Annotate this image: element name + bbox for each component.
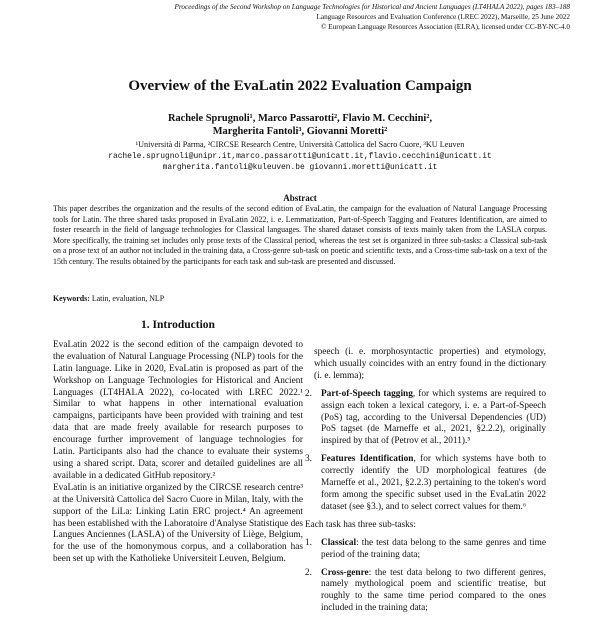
- paper-title: Overview of the EvaLatin 2022 Evaluation Campaign: [128, 78, 472, 94]
- authors-line-2: Margherita Fantoli³, Giovanni Moretti²: [212, 126, 388, 137]
- intro-paragraph-2: EvaLatin is an initiative organized by the CIRCSE research centre³ at the Università Cattolica del Sacro Cuore in Milan, Italy, with the support of the LiLa: Linking Latin ERC project.⁴ An agreement has been established with the Laboratoire d'Analyse Statistique des Langues Anciennes (LASLA) of the University of Liège, Belgium, for the use of the homonymous corpus, and a collaboration has been set up with the Katholieke Universiteit Leuven, Belgium.: [53, 482, 303, 565]
- right-column: [305, 347, 547, 621]
- header-line-2: Language Resources and Evaluation Conference (LREC 2022), Marseille, 25 June 2022: [316, 13, 570, 21]
- abstract-text: This paper describes the organization and the results of the second edition of EvaLatin, the campaign for the evaluation of Natural Language Processing tools for Latin. The three shared tasks proposed in EvaLatin 2022, i. e. Lemmatization, Part-of-Speech Tagging and Features Identification, are aimed to foster research in the field of language technologies for Classical languages. The shared dataset consists of texts mainly taken from the LASLA corpus. More specifically, the training set includes only prose texts of the Classical period, whereas the test set is organized in three sub-tasks: a Classical sub-task on a prose text of an author not included in the training data, a Cross-genre sub-task on poetic and scientific texts, and a Cross-time sub-task on a text of the 15th century. The results obtained by the participants for each task and sub-task are presented and discussed.: [53, 204, 547, 266]
- list-number: 2.: [305, 567, 312, 578]
- abstract-heading: Abstract: [283, 193, 317, 203]
- list-number: 2.: [305, 388, 312, 399]
- authors-line-1: Rachele Sprugnoli¹, Marco Passarotti², Flavio M. Cecchini²,: [167, 113, 433, 124]
- subtask-list: [305, 538, 546, 615]
- subtask-text: : the test data belong to the same genres and time period of the training data;: [321, 537, 546, 560]
- list-continuation: speech (i. e. morphosyntactic properties) and etymology, which usually coincides with an entry found in the dictionary (i. e. lemma);: [314, 347, 546, 381]
- list-item: [305, 454, 546, 514]
- task-label: Features Identification: [321, 454, 414, 465]
- running-header: [175, 2, 570, 32]
- subtasks-intro: Each task has three sub-tasks:: [305, 519, 417, 530]
- section-heading: 1. Introduction: [141, 319, 215, 331]
- subtask-text: : the test data belong to two different genres, namely mythological poem and scientific treatise, but roughly to the same time period compared to the ones included in the training data;: [321, 567, 546, 614]
- keywords: [53, 294, 164, 303]
- emails-line-1: rachele.sprugnoli@unipr.it,marco.passarotti@unicatt.it,flavio.cecchini@unicatt.it: [108, 152, 492, 161]
- header-line-1: Proceedings of the Second Workshop on Language Technologies for Historical and Ancient Languages (LT4HALA 2022), pages 183–188: [174, 3, 570, 11]
- author-list: [0, 112, 600, 138]
- header-line-3: © European Language Resources Association (ELRA), licensed under CC-BY-NC-4.0: [321, 23, 570, 31]
- keywords-label: Keywords:: [53, 294, 90, 303]
- list-number: 1.: [305, 537, 312, 548]
- list-number: 3.: [305, 454, 312, 465]
- intro-paragraph-1: EvaLatin 2022 is the second edition of the campaign devoted to the evaluation of Natural Language Processing (NLP) tools for the Latin language. Like in 2020, EvaLatin is proposed as part of the Workshop on Language Technologies for Historical and Ancient Languages (LT4HALA 2022), co-located with LREC 2022.¹ Similar to what happens in other international evaluation campaigns, participants have been provided with training and test data that are made freely available for research purposes to encourage further improvement of language technologies for Latin. Participants also had the chance to evaluate their systems using a shared script. Data, scorer and detailed guidelines are all available in a dedicated GitHub repository.²: [53, 339, 303, 481]
- task-text: , for which systems have both to correctly identify the UD morphological features (de Marneffe et al., 2021, §2.2.3) pertaining to the token's word form among the specific subset used in the EvaLatin 2022 dataset (see §3.), and to select correct values for them.⁶: [321, 454, 546, 512]
- list-item: [305, 568, 546, 616]
- task-list: [305, 389, 546, 514]
- task-text: , for which systems are required to assign each token a lexical category, i. e. a Part-of-Speech (PoS) tag, according to the Universal Dependencies (UD) PoS tagset (de Marneffe et al., 2021, §2.2.2), originally inspired by that of (Petrov et al., 2011).⁵: [321, 388, 547, 447]
- left-column: [53, 320, 303, 566]
- list-item: [305, 538, 546, 562]
- affiliations: ¹Università di Parma, ²CIRCSE Research Centre, Università Cattolica del Sacro Cuore, ³KU Leuven: [135, 140, 465, 149]
- email-list: [0, 151, 600, 173]
- keywords-text: Latin, evaluation, NLP: [91, 294, 165, 303]
- emails-line-2: margherita.fantoli@kuleuven.be giovanni.moretti@unicatt.it: [162, 163, 438, 172]
- subtask-label: Cross-genre: [321, 567, 369, 578]
- list-item: [305, 389, 546, 449]
- task-label: Part-of-Speech tagging: [321, 388, 413, 399]
- subtask-label: Classical: [321, 537, 357, 548]
